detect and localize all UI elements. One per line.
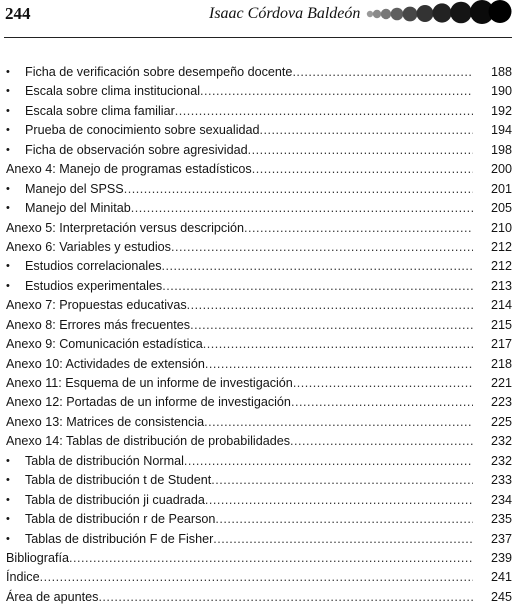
toc-entry-text: [6, 549, 473, 568]
toc-entry-page-number: 213: [490, 278, 512, 293]
toc-entry-title: Anexo 10: Actividades de extensión: [6, 356, 205, 371]
toc-entry: [0, 102, 515, 121]
page-number: 244: [5, 4, 31, 23]
toc-entry: [0, 471, 515, 490]
dot-leader: [213, 530, 473, 549]
toc-entry-title: Bibliografía: [6, 550, 70, 565]
dot-leader: [204, 413, 473, 432]
dot-leader: [187, 296, 473, 315]
toc-entry-title: Tabla de distribución r de Pearson: [25, 512, 216, 527]
toc-entry-text: [25, 199, 473, 218]
toc-entry-page-number: 234: [490, 492, 512, 507]
toc-entry-text: [6, 316, 473, 335]
toc-entry: [0, 257, 515, 276]
toc-entry: [0, 316, 515, 335]
bullet-icon: •: [6, 182, 10, 195]
toc-entry: [0, 432, 515, 451]
dot-leader: [40, 568, 473, 587]
toc-entry-page-number: 214: [490, 298, 512, 313]
toc-entry-page-number: 245: [490, 589, 512, 604]
dot-leader: [203, 335, 473, 354]
toc-entry-page-number: 235: [490, 512, 512, 527]
toc-entry-text: [25, 180, 473, 199]
toc-entry-text: [25, 452, 473, 471]
dot-leader: [131, 199, 473, 218]
toc-entry-title: Anexo 7: Propuestas educativas: [6, 298, 187, 313]
toc-entry: [0, 199, 515, 218]
dot-leader: [98, 588, 473, 607]
toc-entry-text: [6, 374, 473, 393]
toc-entry-title: Ficha de observación sobre agresividad: [25, 142, 248, 157]
toc-entry-text: [25, 82, 473, 101]
toc-entry-title: Anexo 5: Interpretación versus descripción: [6, 220, 245, 235]
toc-entry: [0, 530, 515, 549]
toc-entry: [0, 393, 515, 412]
toc-entry-page-number: 221: [490, 376, 512, 390]
bullet-icon: •: [6, 104, 10, 117]
toc-entry-text: [25, 141, 473, 160]
toc-entry-title: Escala sobre clima familiar: [25, 103, 175, 118]
toc-entry: [0, 374, 515, 393]
page-header: [0, 0, 515, 30]
toc-entry-page-number: 217: [490, 337, 512, 352]
toc-entry-text: [6, 355, 473, 374]
toc-entry: [0, 510, 515, 529]
header-rule: [4, 37, 512, 38]
toc-entry-text: [6, 413, 473, 432]
toc-entry-title: Prueba de conocimiento sobre sexualidad: [25, 123, 260, 138]
toc-entry-page-number: 200: [490, 162, 512, 177]
toc-entry-page-number: 212: [490, 259, 512, 274]
toc-entry: [0, 121, 515, 140]
toc-entry: [0, 549, 515, 568]
bullet-icon: •: [6, 474, 10, 487]
toc-entry-page-number: 233: [490, 473, 512, 488]
bullet-icon: •: [6, 493, 10, 506]
toc-entry-title: Anexo 9: Comunicación estadística: [6, 337, 203, 352]
toc-entry-text: [6, 160, 473, 179]
toc-entry: [0, 335, 515, 354]
toc-entry: [0, 588, 515, 607]
dot-leader: [175, 102, 473, 121]
toc-entry: [0, 568, 515, 587]
toc-entry-title: Manejo del SPSS: [25, 181, 124, 196]
toc-entry-title: Anexo 11: Esquema de un informe de investigación: [6, 376, 293, 390]
toc-entry-text: [25, 510, 473, 529]
bullet-icon: •: [6, 279, 10, 292]
table-of-contents: [0, 63, 515, 607]
toc-entry-title: Anexo 4: Manejo de programas estadísticos: [6, 162, 252, 177]
dot-leader: [171, 238, 473, 257]
toc-entry-text: [6, 335, 473, 354]
toc-entry-page-number: 239: [490, 550, 512, 565]
toc-entry-title: Tablas de distribución F de Fisher: [25, 531, 214, 546]
toc-entry-page-number: 192: [490, 103, 512, 118]
toc-entry: [0, 82, 515, 101]
toc-entry-page-number: 198: [490, 142, 512, 157]
toc-entry-text: [25, 471, 473, 490]
toc-entry: [0, 219, 515, 238]
toc-entry-text: [25, 530, 473, 549]
toc-entry: [0, 277, 515, 296]
bullet-icon: •: [6, 202, 10, 215]
toc-entry-text: [6, 432, 473, 451]
dot-leader: [124, 180, 473, 199]
dot-leader: [205, 491, 473, 510]
toc-entry: [0, 141, 515, 160]
bullet-icon: •: [6, 532, 10, 545]
dot-leader: [244, 219, 473, 238]
toc-entry: [0, 238, 515, 257]
toc-entry-title: Anexo 14: Tablas de distribución de probabilidades: [6, 434, 291, 449]
dot-leader: [190, 316, 473, 335]
dot-leader: [162, 257, 473, 276]
dot-leader: [200, 82, 473, 101]
bullet-icon: •: [6, 513, 10, 526]
toc-entry-page-number: 205: [490, 201, 512, 216]
toc-entry: [0, 296, 515, 315]
dot-leader: [69, 549, 473, 568]
toc-entry-page-number: 237: [490, 531, 512, 546]
toc-entry: [0, 160, 515, 179]
toc-entry: [0, 355, 515, 374]
toc-entry-page-number: 188: [490, 65, 512, 79]
toc-entry: [0, 452, 515, 471]
toc-entry-text: [6, 238, 473, 257]
toc-entry-page-number: 212: [490, 239, 512, 254]
running-header-author: Isaac Córdova Baldeón: [209, 5, 361, 22]
bullet-icon: •: [6, 143, 10, 156]
toc-entry-page-number: 215: [490, 317, 512, 332]
toc-entry-text: [6, 588, 473, 607]
dot-leader: [162, 277, 473, 296]
dot-leader: [184, 452, 473, 471]
toc-entry-title: Estudios correlacionales: [25, 259, 162, 274]
toc-entry-text: [25, 102, 473, 121]
toc-entry-text: [25, 257, 473, 276]
toc-entry-title: Área de apuntes: [6, 589, 99, 604]
toc-entry-title: Tabla de distribución Normal: [25, 453, 184, 468]
toc-entry-title: Estudios experimentales: [25, 278, 163, 293]
bullet-icon: •: [6, 66, 10, 78]
dot-leader: [290, 432, 473, 451]
toc-entry-page-number: 210: [490, 220, 512, 235]
toc-entry-title: Manejo del Minitab: [25, 201, 131, 216]
toc-entry-page-number: 241: [490, 570, 512, 585]
toc-entry-text: [6, 219, 473, 238]
toc-entry-title: Anexo 6: Variables y estudios: [6, 239, 171, 254]
toc-entry-page-number: 223: [490, 395, 512, 410]
toc-entry-text: [25, 121, 473, 140]
toc-entry-title: Escala sobre clima institucional: [25, 84, 200, 99]
toc-entry: [0, 491, 515, 510]
toc-entry: [0, 180, 515, 199]
toc-entry-text: [25, 491, 473, 510]
dot-leader: [211, 471, 473, 490]
toc-entry-page-number: 190: [490, 84, 512, 99]
toc-entry-page-number: 225: [490, 414, 512, 429]
toc-entry-title: Anexo 8: Errores más frecuentes: [6, 317, 191, 332]
toc-entry-title: Tabla de distribución ji cuadrada: [25, 492, 205, 507]
toc-entry-text: [25, 63, 473, 82]
dot-leader: [293, 374, 473, 393]
toc-entry-title: Anexo 12: Portadas de un informe de investigación: [6, 395, 291, 410]
dot-leader: [248, 141, 473, 160]
dot-leader: [252, 160, 473, 179]
toc-entry-page-number: 232: [490, 453, 512, 468]
toc-entry-page-number: 218: [490, 356, 512, 371]
bullet-icon: •: [6, 260, 10, 273]
toc-entry-text: [6, 296, 473, 315]
toc-entry-page-number: 232: [490, 434, 512, 449]
dot-leader: [215, 510, 473, 529]
toc-entry-title: Índice: [6, 570, 40, 585]
toc-entry: [0, 63, 515, 82]
toc-entry-title: Anexo 13: Matrices de consistencia: [6, 414, 205, 429]
toc-entry-page-number: 194: [490, 123, 512, 138]
decorative-dots-graphic: [366, 0, 512, 26]
toc-entry-text: [6, 393, 473, 412]
toc-entry-text: [25, 277, 473, 296]
dot-leader: [291, 393, 473, 412]
toc-entry-page-number: 201: [490, 181, 512, 196]
dot-leader: [260, 121, 473, 140]
toc-entry-text: [6, 568, 473, 587]
bullet-icon: •: [6, 85, 10, 98]
bullet-icon: •: [6, 454, 10, 467]
dot-leader: [205, 355, 473, 374]
toc-entry: [0, 413, 515, 432]
dot-leader: [292, 63, 473, 82]
toc-entry-title: Ficha de verificación sobre desempeño docente: [25, 65, 293, 79]
toc-entry-title: Tabla de distribución t de Student: [25, 473, 212, 488]
bullet-icon: •: [6, 124, 10, 137]
